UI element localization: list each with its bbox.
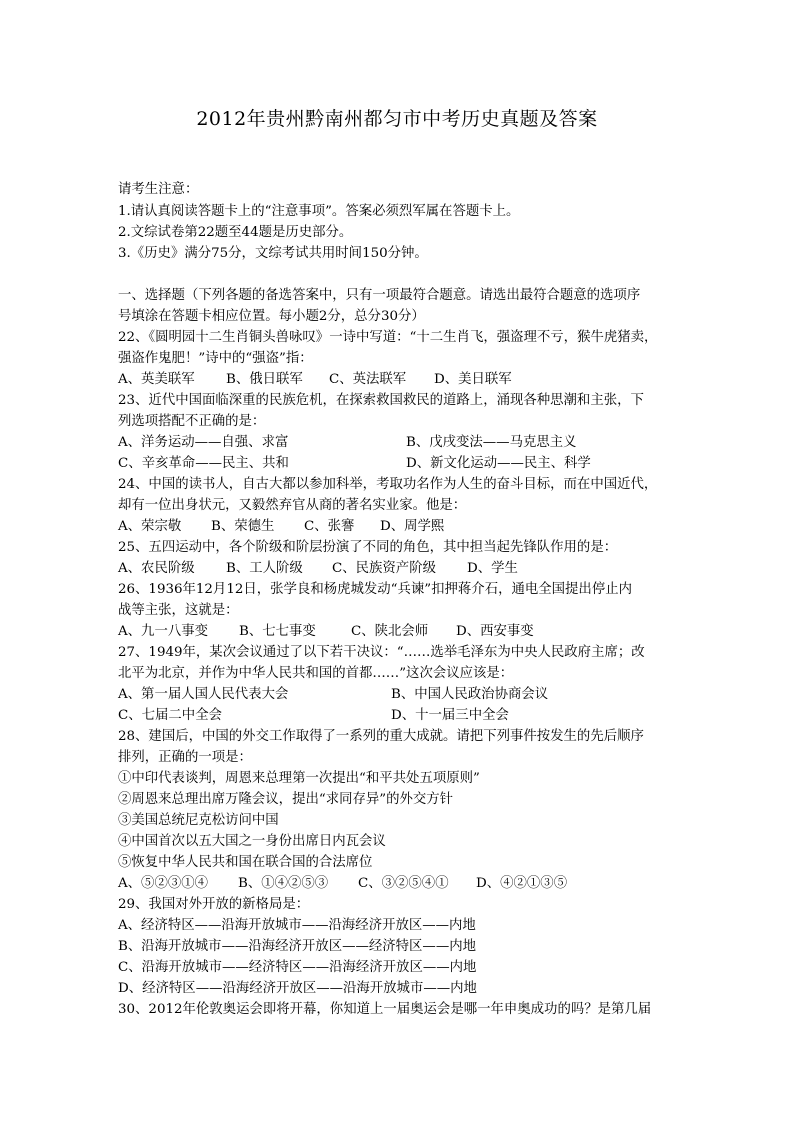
q29-option-b: B、沿海开放城市——沿海经济开放区——经济特区——内地 xyxy=(118,939,476,954)
q28-option-a: A、⑤②③①④ xyxy=(118,876,209,891)
q27-option-c: C、七届二中全会 xyxy=(118,708,222,723)
q26-option-d: D、西安事变 xyxy=(456,624,534,639)
q25-option-b: B、工人阶级 xyxy=(226,561,303,576)
q26-option-c: C、陕北会师 xyxy=(351,624,429,639)
q27-option-b: B、中国人民政治协商会议 xyxy=(391,687,549,702)
q24-option-d: D、周学熙 xyxy=(380,519,445,534)
q22-option-c: C、英法联军 xyxy=(329,372,407,387)
q28-stem-line-2: 排列，正确的一项是： xyxy=(118,750,252,765)
notice-heading: 请考生注意： xyxy=(118,182,199,197)
q28-event-3: ③美国总统尼克松访问中国 xyxy=(118,813,279,828)
q28-option-c: C、③②⑤④① xyxy=(358,876,449,891)
q25-stem-line-1: 25、五四运动中，各个阶级和阶层扮演了不同的角色，其中担当起先锋队作用的是： xyxy=(118,540,618,555)
notice-item-1: 1.请认真阅读答题卡上的“注意事项”。答案必须烈军属在答题卡上。 xyxy=(118,204,520,219)
q23-stem-line-1: 23、近代中国面临深重的民族危机，在探索救国救民的道路上，涌现各种思潮和主张，下 xyxy=(118,393,644,408)
q24-stem-line-1: 24、中国的读书人，自古大都以参加科举，考取功名作为人生的奋斗目标，而在中国近代， xyxy=(118,477,658,492)
q22-stem-line-2: 强盗作鬼肥！”诗中的“强盗”指： xyxy=(118,351,313,366)
q24-stem-line-2: 却有一位出身状元，又毅然弃官从商的著名实业家。他是： xyxy=(118,498,467,513)
q28-event-4: ④中国首次以五大国之一身份出席日内瓦会议 xyxy=(118,834,386,849)
q25-option-c: C、民族资产阶级 xyxy=(332,561,436,576)
q28-stem-line-1: 28、建国后，中国的外交工作取得了一系列的重大成就。请把下列事件按发生的先后顺序 xyxy=(118,729,644,744)
q22-option-d: D、美日联军 xyxy=(434,372,512,387)
q30-stem-line-1: 30、2012年伦敦奥运会即将开幕，你知道上一届奥运会是哪一年申奥成功的吗？是第几届 xyxy=(118,1002,652,1017)
q29-option-a: A、经济特区——沿海开放城市——沿海经济开放区——内地 xyxy=(118,918,476,933)
q22-option-a: A、英美联军 xyxy=(118,372,195,387)
q23-stem-line-2: 列选项搭配不正确的是： xyxy=(118,414,266,429)
notice-item-2: 2.文综试卷第22题至44题是历史部分。 xyxy=(118,225,353,240)
q28-event-2: ②周恩来总理出席万隆会议，提出“求同存异”的外交方针 xyxy=(118,792,454,807)
q27-option-d: D、十一届三中全会 xyxy=(391,708,509,723)
q28-event-1: ①中印代表谈判，周恩来总理第一次提出“和平共处五项原则” xyxy=(118,771,480,786)
q29-stem-line-1: 29、我国对外开放的新格局是： xyxy=(118,897,310,912)
q28-option-d: D、④②①③⑤ xyxy=(476,876,568,891)
q29-option-c: C、沿海开放城市——经济特区——沿海经济开放区——内地 xyxy=(118,960,477,975)
notice-item-3: 3.《历史》满分75分，文综考试共用时间150分钟。 xyxy=(118,246,428,261)
q27-option-a: A、第一届人国人民代表大会 xyxy=(118,687,289,702)
q24-option-b: B、荣德生 xyxy=(211,519,275,534)
q24-option-a: A、荣宗敬 xyxy=(118,519,182,534)
q23-option-a: A、洋务运动——自强、求富 xyxy=(118,435,289,450)
section-instructions-line-2: 号填涂在答题卡相应位置。每小题2分，总分30分） xyxy=(118,309,425,324)
q28-event-5: ⑤恢复中华人民共和国在联合国的合法席位 xyxy=(118,855,373,870)
q29-option-d: D、经济特区——沿海经济开放区——沿海开放城市——内地 xyxy=(118,981,477,996)
q27-stem-line-1: 27、1949年，某次会议通过了以下若干决议：“……选举毛泽东为中央人民政府主席；改 xyxy=(118,645,645,660)
q26-stem-line-1: 26、1936年12月12日，张学良和杨虎城发动“兵谏”扣押蒋介石，通电全国提出停止内 xyxy=(118,582,632,597)
q22-stem-line-1: 22、《圆明园十二生肖铜头兽咏叹》一诗中写道：“十二生肖飞，强盗理不亏，猴牛虎猪卖， xyxy=(118,330,658,345)
q26-stem-line-2: 战等主张，这就是： xyxy=(118,603,239,618)
document-title: 2012年贵州黔南州都匀市中考历史真题及答案 xyxy=(196,108,598,130)
q24-option-c: C、张謇 xyxy=(304,519,355,534)
q25-option-a: A、农民阶级 xyxy=(118,561,195,576)
q25-option-d: D、学生 xyxy=(467,561,518,576)
q22-option-b: B、俄日联军 xyxy=(226,372,303,387)
q26-option-b: B、七七事变 xyxy=(239,624,316,639)
q23-option-c: C、辛亥革命——民主、共和 xyxy=(118,456,289,471)
q23-option-d: D、新文化运动——民主、科学 xyxy=(406,456,591,471)
q28-option-b: B、①④②⑤③ xyxy=(238,876,329,891)
q27-stem-line-2: 北平为北京，并作为中华人民共和国的首都……”这次会议应该是： xyxy=(118,666,514,681)
section-instructions-line-1: 一、选择题（下列各题的备选答案中，只有一项最符合题意。请选出最符合题意的选项序 xyxy=(118,288,641,303)
q26-option-a: A、九一八事变 xyxy=(118,624,209,639)
q23-option-b: B、戊戌变法——马克思主义 xyxy=(406,435,577,450)
